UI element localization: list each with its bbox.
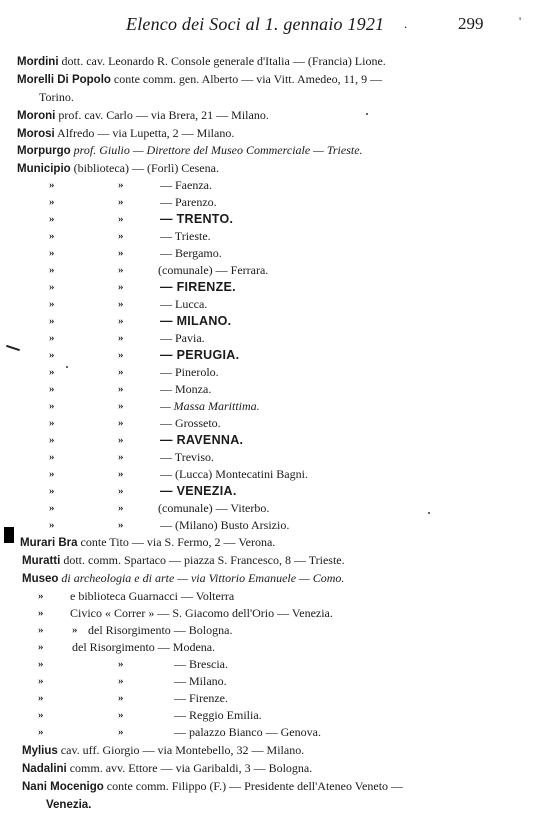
entry-line: Mylius cav. uff. Giorgio — via Montebello, 32 — Milano. [22,743,305,757]
ink-blot [4,527,14,543]
entry-line: Nadalini comm. avv. Ettore — via Garibaldi, 3 — Bologna. [22,761,313,775]
entry-line: Morosi Alfredo — via Lupetta, 2 — Milano. [17,126,235,140]
ink-speck [66,366,68,368]
header-dot: . [404,16,408,31]
ink-speck [428,512,430,514]
margin-mark [6,345,20,351]
entry-line: Mordini dott. cav. Leonardo R. Console generale d'Italia — (Francia) Lione. [17,54,386,68]
ink-speck [366,113,368,115]
header-mark: ' [519,14,522,28]
entry-line: Venezia. [46,799,92,811]
entry-line: Museo di archeologia e di arte — via Vittorio Emanuele — Como. [22,571,345,585]
document-page: Elenco dei Soci al 1. gennaio 1921 . 299 ' Mordini dott. cav. Leonardo R. Console generale d'Italia — (Francia) Lione. Morelli Di Popolo conte comm. gen. Alberto — via Vitt. Amedeo, 11, 9 — Torino. Moroni prof. cav. Carlo — via Brera, 21 — Milano. Morosi Alfredo — via Lupetta, 2 — Milano. Morpurgo prof. Giulio — Direttore del Museo Commerciale — Trieste. Municipio (biblioteca) — (Forlì) Cesena. » » — Faenza. » » — Parenzo. » » — TRENTO. » » — Trieste. » » — Bergamo. » » (comunale) — Ferrara. » » — FIRENZE. » » — Lucca. » » — MILANO. » » — Pavia. » » — PERUGIA. » » — Pinerolo. » » — Monza. » » — Massa Marittima. » » — Grosseto. » » — RAVENNA. » » — Treviso. » » — (Lucca) Montecatini Bagni. » » — VENEZIA. » » (comunale) — Viterbo. » » — (Milano) Busto Arsizio. Murari Bra conte Tito — via S. Fermo, 2 — Verona. Muratti dott. comm. Spartaco — piazza S. Francesco, 8 — Trieste. Museo di archeologia e di arte — via Vittorio Emanuele — Como. » e biblioteca Guarnacci — Volterra » Civico « Correr » — S. Giacomo dell'Orio — Venezia. » » del Risorgimento — Bologna. » del Risorgimento — Modena. » » — Brescia. » » — Milano. » » — Firenze. » » — Reggio Emilia. » » — palazzo Bianco — Genova. Mylius cav. uff. Giorgio — via Montebello, 32 — Milano. Nadalini comm. avv. Ettore — via Garibaldi, 3 — Bologna. Nani Mocenigo conte comm. Filippo (F.) — Presidente dell'Ateneo Veneto — Venezia. [0,0,550,824]
entry-line: Morelli Di Popolo conte comm. gen. Alberto — via Vitt. Amedeo, 11, 9 — [17,72,383,86]
page-header [0,14,550,40]
entry-line: Torino. [39,90,74,104]
entry-line: Muratti dott. comm. Spartaco — piazza S. Francesco, 8 — Trieste. [22,553,345,567]
entry-line: Moroni prof. cav. Carlo — via Brera, 21 — Milano. [17,108,269,122]
entry-line: Morpurgo prof. Giulio — Direttore del Museo Commerciale — Trieste. [17,143,363,157]
entry-line: Nani Mocenigo conte comm. Filippo (F.) — Presidente dell'Ateneo Veneto — [22,779,404,793]
entry-line: Murari Bra conte Tito — via S. Fermo, 2 — Verona. [20,535,276,549]
entry-line: Municipio (biblioteca) — (Forlì) Cesena. [17,161,219,175]
running-title: Elenco dei Soci al 1. gennaio 1921 [126,14,385,34]
page-number: 299 [458,14,484,33]
